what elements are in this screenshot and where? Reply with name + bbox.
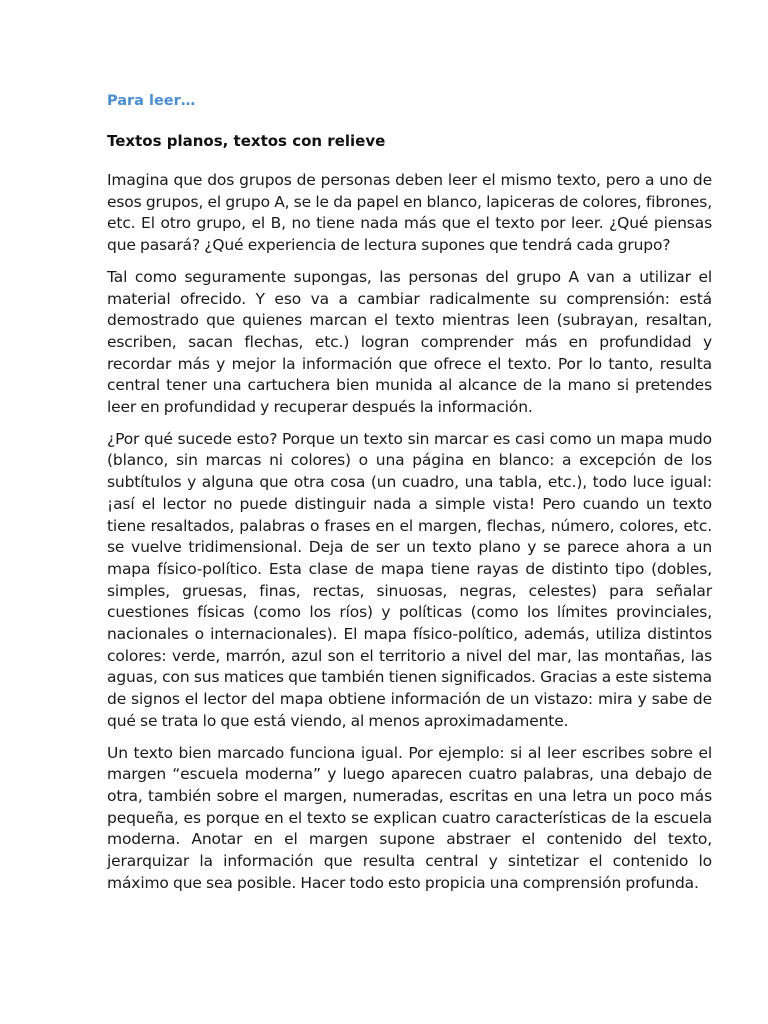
paragraph-4: Un texto bien marcado funciona igual. Por ejemplo: si al leer escribes sobre el margen “escuela moderna” y luego aparecen cuatro palabras, una debajo de otra, también sobre el margen, numeradas, escritas en una letra un poco más pequeña, es porque en el texto se explican cuatro características de la escuela moderna. Anotar en el margen supone abstraer el contenido del texto, jerarquizar la información que resulta central y sintetizar el contenido lo máximo que sea posible. Hacer todo esto propicia una comprensión profunda. <box>107 743 712 892</box>
paragraph-1: Imagina que dos grupos de personas deben leer el mismo texto, pero a uno de esos grupos, el grupo A, se le da papel en blanco, lapiceras de colores, fibrones, etc. El otro grupo, el B, no tiene nada más que el texto por leer. ¿Qué piensas que pasará? ¿Qué experiencia de lectura supones que tendrá cada grupo? <box>107 171 712 255</box>
page-title: Textos planos, textos con relieve <box>107 132 386 150</box>
paragraph-2: Tal como seguramente supongas, las personas del grupo A van a utilizar el material ofrecido. Y eso va a cambiar radicalmente su comprensión: está demostrado que quienes marcan el texto mientras leen (subrayan, resaltan, escriben, sacan flechas, etc.) logran comprender más en profundidad y recordar más y mejor la información que ofrece el texto. Por lo tanto, resulta central tener una cartuchera bien munida al alcance de la mano si pretendes leer en profundidad y recuperar después la información. <box>107 267 712 417</box>
paragraph-3: ¿Por qué sucede esto? Porque un texto sin marcar es casi como un mapa mudo (blanco, sin marcas ni colores) o una página en blanco: a excepción de los subtítulos y alguna que otra cosa (un cuadro, una tabla, etc.), todo luce igual: ¡así el lector no puede distinguir nada a simple vista! Pero cuando un texto tiene resaltados, palabras o frases en el margen, flechas, número, colores, etc. se vuelve tridimensional. Deja de ser un texto plano y se parece ahora a un mapa físico-político. Esta clase de mapa tiene rayas de distinto tipo (dobles, simples, gruesas, finas, rectas, sinuosas, negras, celestes) para señalar cuestiones físicas (como los ríos) y políticas (como los límites provinciales, nacionales o internacionales). El mapa físico-político, además, utiliza distintos colores: verde, marrón, azul son el territorio a nivel del mar, las montañas, las aguas, con sus matices que también tienen significados. Gracias a este sistema de signos el lector del mapa obtiene información de un vistazo: mira y sabe de qué se trata lo que está viendo, al menos aproximadamente. <box>107 429 712 730</box>
document-page <box>107 90 712 905</box>
section-kicker: Para leer… <box>107 93 196 109</box>
